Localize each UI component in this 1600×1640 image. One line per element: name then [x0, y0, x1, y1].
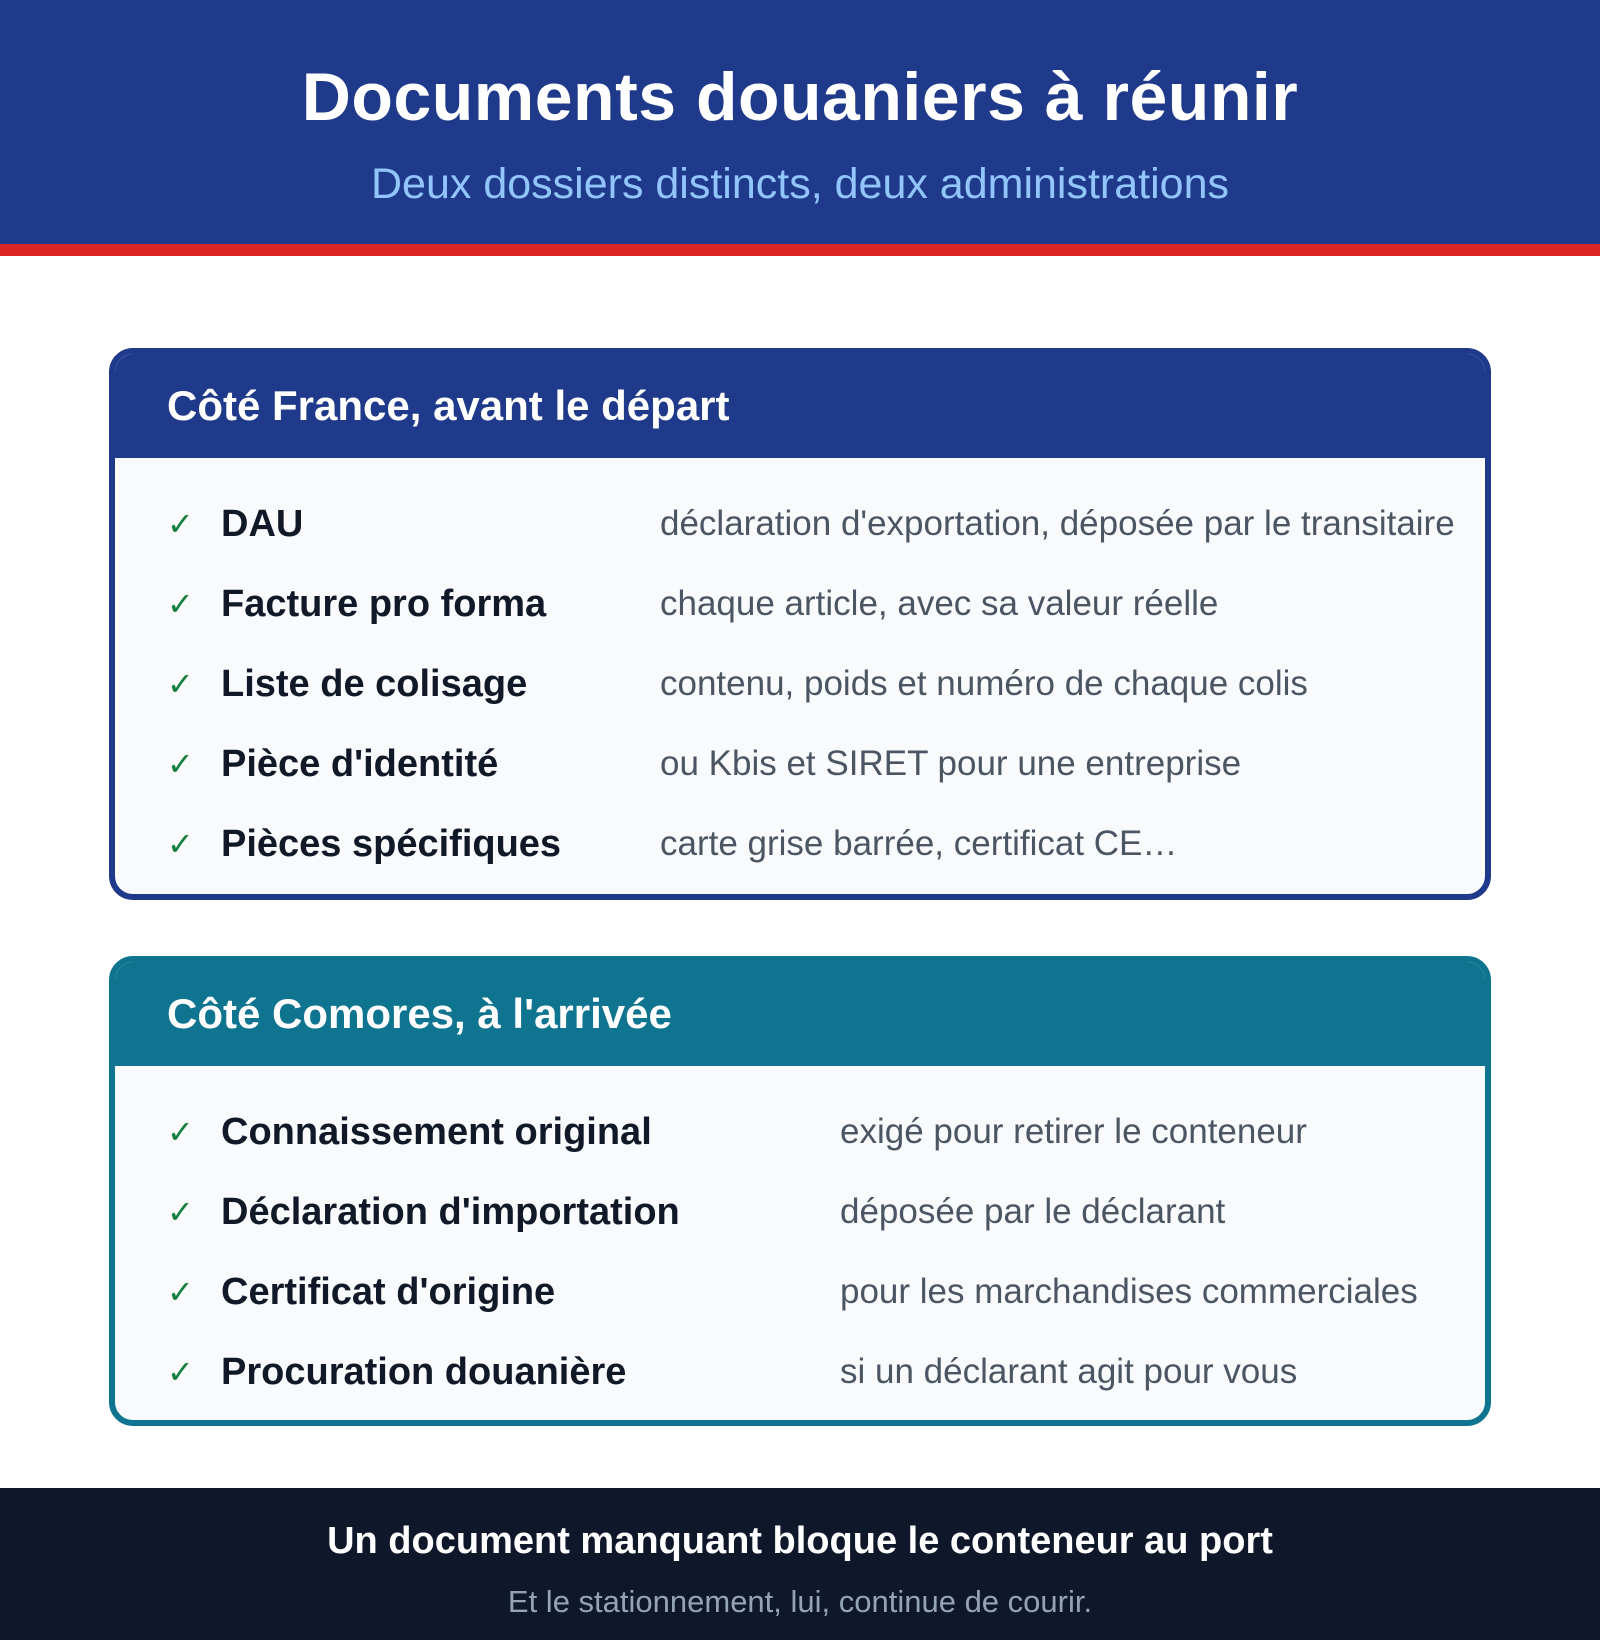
section-title: Côté France, avant le départ [115, 354, 1485, 458]
document-description: déclaration d'exportation, déposée par le transitaire [660, 504, 1455, 543]
document-description: déposée par le déclarant [840, 1192, 1226, 1231]
check-icon: ✓ [167, 505, 194, 543]
list-item [115, 1092, 1485, 1172]
list-item [115, 1252, 1485, 1332]
page-subtitle: Deux dossiers distincts, deux administrations [371, 160, 1229, 208]
check-icon: ✓ [167, 665, 194, 703]
document-description: carte grise barrée, certificat CE… [660, 824, 1178, 863]
document-name: Déclaration d'importation [221, 1190, 680, 1233]
check-icon: ✓ [167, 825, 194, 863]
document-name: DAU [221, 502, 304, 545]
document-name: Connaissement original [221, 1110, 652, 1153]
document-description: chaque article, avec sa valeur réelle [660, 584, 1219, 623]
document-list [115, 1066, 1485, 1412]
document-list [115, 458, 1485, 884]
check-icon: ✓ [167, 745, 194, 783]
list-item [115, 1332, 1485, 1412]
check-icon: ✓ [167, 1273, 194, 1311]
document-description: pour les marchandises commerciales [840, 1272, 1418, 1311]
list-item [115, 804, 1485, 884]
document-description: exigé pour retirer le conteneur [840, 1112, 1307, 1151]
check-icon: ✓ [167, 1113, 194, 1151]
list-item [115, 564, 1485, 644]
check-icon: ✓ [167, 585, 194, 623]
section-title: Côté Comores, à l'arrivée [115, 962, 1485, 1066]
document-name: Facture pro forma [221, 582, 547, 625]
document-description: contenu, poids et numéro de chaque colis [660, 664, 1308, 703]
check-icon: ✓ [167, 1193, 194, 1231]
list-item [115, 484, 1485, 564]
document-name: Pièce d'identité [221, 742, 499, 785]
document-description: ou Kbis et SIRET pour une entreprise [660, 744, 1242, 783]
footer-banner [0, 1488, 1600, 1640]
check-icon: ✓ [167, 1353, 194, 1391]
section-comores [109, 956, 1491, 1426]
header-banner [0, 0, 1600, 256]
list-item [115, 644, 1485, 724]
document-description: si un déclarant agit pour vous [840, 1352, 1298, 1391]
page-title: Documents douaniers à réunir [301, 59, 1299, 135]
document-name: Certificat d'origine [221, 1270, 556, 1313]
list-item [115, 724, 1485, 804]
section-france [109, 348, 1491, 900]
footer-note: Et le stationnement, lui, continue de courir. [507, 1584, 1093, 1619]
document-name: Liste de colisage [221, 662, 528, 705]
list-item [115, 1172, 1485, 1252]
document-name: Procuration douanière [221, 1350, 627, 1393]
footer-warning: Un document manquant bloque le conteneur au port [327, 1520, 1273, 1562]
document-name: Pièces spécifiques [221, 822, 562, 865]
